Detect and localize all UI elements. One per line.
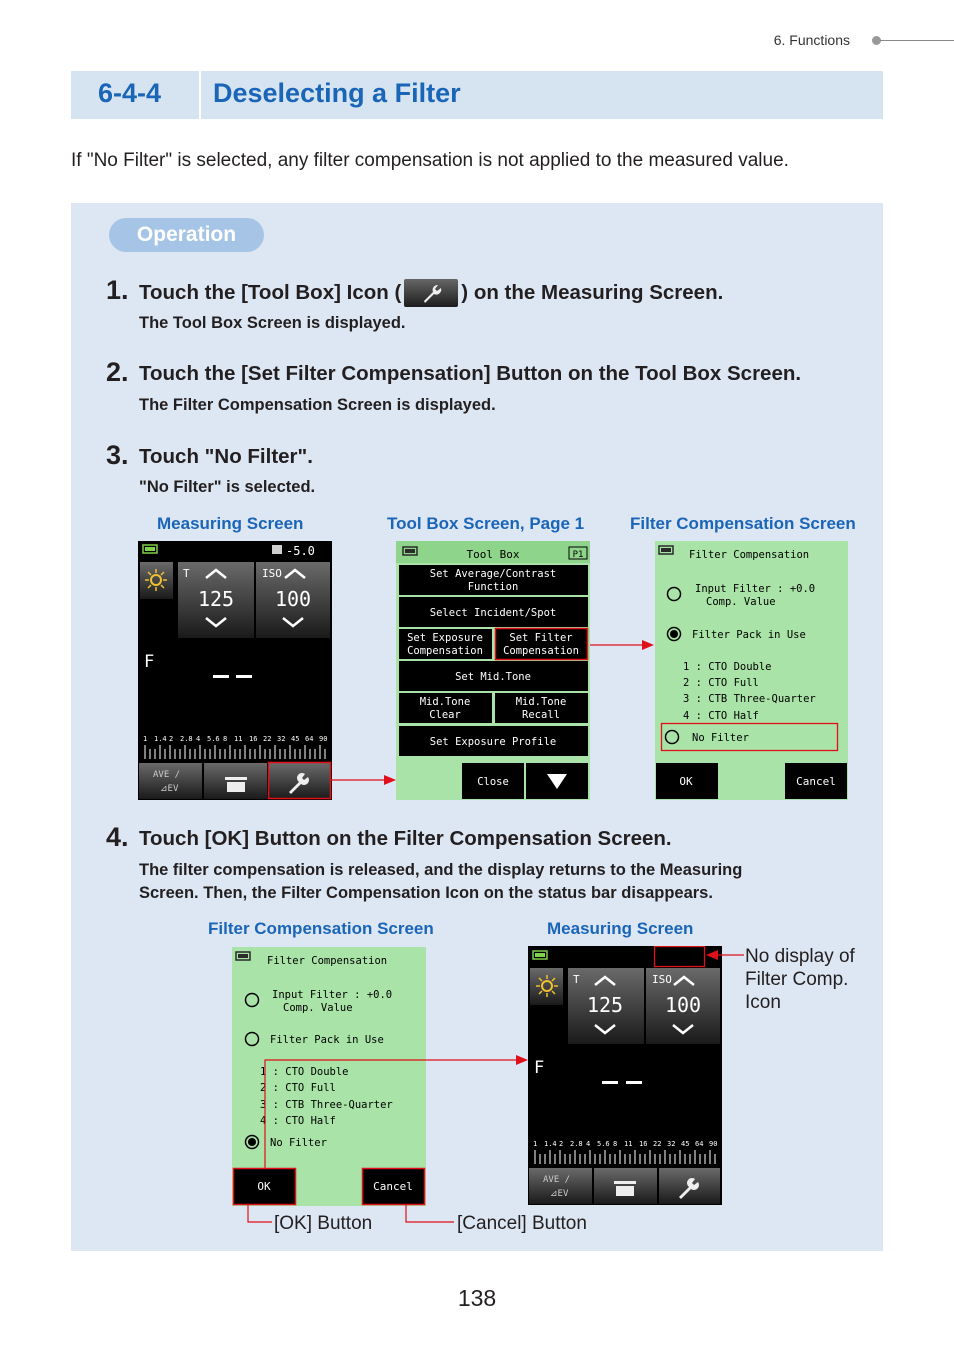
no-filter-label: No Filter: [270, 1137, 327, 1149]
filter-comp-icon: [272, 545, 282, 554]
filter-item: 2 : CTO Full: [683, 677, 759, 689]
section-title: Deselecting a Filter: [213, 78, 461, 108]
iso-value: 100: [664, 993, 702, 1017]
toolbox-page: P1: [572, 550, 584, 560]
intro-text: If "No Filter" is selected, any filter compensation is not applied to the measured value.: [71, 150, 789, 171]
header-rule: [880, 40, 954, 41]
svg-text:2: 2: [169, 735, 174, 743]
ev-label: ⊿EV: [550, 1189, 569, 1199]
ok-label: OK: [679, 775, 693, 788]
f-value-dash: [213, 675, 229, 678]
caption-filter-screen-2: Filter Compensation Screen: [208, 919, 434, 938]
filter-pack-label: Filter Pack in Use: [692, 629, 806, 641]
iso-label: ISO: [262, 567, 282, 580]
svg-text:64: 64: [695, 1140, 704, 1148]
input-filter-label-2: Comp. Value: [706, 596, 776, 608]
svg-text:45: 45: [291, 735, 300, 743]
iso-value: 100: [274, 587, 312, 611]
step-4-heading: Touch [OK] Button on the Filter Compensation Screen.: [139, 827, 672, 850]
f-label: F: [534, 1058, 545, 1078]
ev-label: ⊿EV: [160, 784, 179, 794]
iso-label: ISO: [652, 973, 672, 986]
filter-item: 3 : CTB Three-Quarter: [683, 693, 816, 705]
page-number: 138: [457, 1285, 497, 1311]
step-1-heading: [139, 279, 723, 307]
measuring-screen-2: [528, 946, 722, 1205]
ave-label: AVE /: [543, 1175, 571, 1185]
mid-tone-clear-label-1: Mid.Tone: [419, 696, 471, 708]
input-filter-label: Input Filter : +0.0: [272, 989, 393, 1001]
svg-text:22: 22: [263, 735, 272, 743]
step-1-sub: The Tool Box Screen is displayed.: [139, 314, 406, 332]
measuring-screen-1: [138, 541, 332, 800]
filter-item: 1 : CTO Double: [683, 661, 772, 673]
step-1-heading-post: ) on the Measuring Screen.: [461, 281, 724, 304]
set-mid-tone-label: Set Mid.Tone: [455, 671, 531, 683]
filter-title: Filter Compensation: [689, 549, 810, 561]
cancel-button-note: [Cancel] Button: [457, 1213, 587, 1234]
svg-text:2: 2: [559, 1140, 564, 1148]
svg-text:5.6: 5.6: [207, 735, 220, 743]
step-2-sub: The Filter Compensation Screen is displayed.: [139, 396, 496, 414]
svg-text:2.8: 2.8: [180, 735, 193, 743]
shutter-value: 125: [586, 993, 624, 1017]
set-average-label-2: Function: [467, 581, 519, 593]
set-exposure-profile-label: Set Exposure Profile: [429, 736, 557, 748]
mid-tone-recall-label-2: Recall: [522, 709, 560, 721]
no-display-note: [745, 945, 855, 1014]
no-filter-label: No Filter: [692, 732, 749, 744]
filter-item: 4 : CTO Half: [260, 1115, 336, 1127]
svg-text:5.6: 5.6: [597, 1140, 610, 1148]
step-3-heading: Touch "No Filter".: [139, 445, 313, 468]
svg-text:32: 32: [277, 735, 286, 743]
set-exposure-comp-label-1: Set Exposure: [407, 632, 483, 644]
mid-tone-clear-label-2: Clear: [429, 709, 461, 721]
caption-filter-screen: Filter Compensation Screen: [630, 514, 856, 533]
select-incident-spot-label: Select Incident/Spot: [429, 607, 557, 619]
caption-toolbox-screen: Tool Box Screen, Page 1: [387, 514, 585, 533]
step-4-sub-2: Screen. Then, the Filter Compensation Icon on the status bar disappears.: [139, 884, 713, 902]
no-display-line-3: Icon: [745, 992, 781, 1013]
input-filter-label-2: Comp. Value: [283, 1002, 353, 1014]
f-value-dash: [602, 1081, 618, 1084]
svg-text:2.8: 2.8: [570, 1140, 583, 1148]
toolbox-title: Tool Box: [466, 548, 520, 561]
filter-item: 2 : CTO Full: [260, 1082, 336, 1094]
step-4-sub-1: The filter compensation is released, and the display returns to the Measuring: [139, 861, 743, 879]
svg-text:11: 11: [234, 735, 243, 743]
filter-screen-1: [655, 541, 848, 800]
memory-icon: [614, 1181, 636, 1196]
title-bar: [71, 71, 883, 119]
step-4-number: 4.: [106, 822, 129, 852]
t-label: T: [573, 973, 580, 986]
no-display-line-1: No display of: [745, 946, 855, 967]
ave-label: AVE /: [153, 770, 181, 780]
shutter-value: 125: [197, 587, 235, 611]
step-1-heading-pre: Touch the [Tool Box] Icon (: [139, 281, 402, 304]
mid-tone-recall-label-1: Mid.Tone: [515, 696, 567, 708]
title-divider: [199, 71, 201, 119]
filter-pack-label: Filter Pack in Use: [270, 1034, 384, 1046]
sun-button[interactable]: [530, 968, 563, 1005]
set-filter-comp-label-2: Compensation: [503, 645, 579, 657]
filter-item: 3 : CTB Three-Quarter: [260, 1099, 393, 1111]
caption-measuring-screen: Measuring Screen: [157, 514, 304, 533]
input-filter-label: Input Filter : +0.0: [695, 583, 816, 595]
svg-text:1.4: 1.4: [544, 1140, 557, 1148]
filter-screen-2: [232, 947, 426, 1206]
f-label: F: [144, 652, 155, 672]
step-2-number: 2.: [106, 357, 129, 387]
svg-text:45: 45: [681, 1140, 690, 1148]
step-3-number: 3.: [106, 440, 129, 470]
svg-text:90: 90: [709, 1140, 718, 1148]
svg-text:16: 16: [639, 1140, 648, 1148]
svg-text:1: 1: [143, 735, 148, 743]
filter-item: 4 : CTO Half: [683, 710, 759, 722]
cancel-label: Cancel: [373, 1180, 413, 1193]
step-2-heading: Touch the [Set Filter Compensation] Button on the Tool Box Screen.: [139, 362, 802, 385]
svg-text:32: 32: [667, 1140, 676, 1148]
step-1-number: 1.: [106, 275, 129, 305]
operation-label: Operation: [109, 218, 264, 252]
svg-text:90: 90: [319, 735, 328, 743]
svg-text:8: 8: [613, 1140, 618, 1148]
status-filter-value: -5.0: [286, 544, 315, 558]
set-exposure-comp-label-2: Compensation: [407, 645, 483, 657]
svg-text:4: 4: [196, 735, 201, 743]
svg-text:1.4: 1.4: [154, 735, 167, 743]
ok-button-note: [OK] Button: [274, 1213, 373, 1234]
cancel-label: Cancel: [796, 775, 836, 788]
close-label: Close: [477, 776, 509, 788]
memory-icon: [225, 777, 247, 792]
wrench-icon: [404, 279, 458, 307]
t-label: T: [183, 567, 190, 580]
toolbox-screen: [396, 541, 590, 800]
step-3-sub: "No Filter" is selected.: [139, 478, 316, 496]
set-filter-comp-label-1: Set Filter: [509, 632, 573, 644]
filter-item: 1 : CTO Double: [260, 1066, 349, 1078]
filter-title: Filter Compensation: [267, 955, 388, 967]
svg-text:1: 1: [533, 1140, 538, 1148]
caption-measuring-screen-2: Measuring Screen: [547, 919, 694, 938]
memory-button[interactable]: [204, 763, 267, 799]
svg-text:16: 16: [249, 735, 258, 743]
svg-text:22: 22: [653, 1140, 662, 1148]
ok-label: OK: [257, 1180, 271, 1193]
no-display-line-2: Filter Comp.: [745, 969, 849, 990]
section-number: 6-4-4: [98, 78, 162, 108]
svg-text:11: 11: [624, 1140, 633, 1148]
sun-button[interactable]: [140, 562, 173, 599]
svg-text:64: 64: [305, 735, 314, 743]
svg-text:4: 4: [586, 1140, 591, 1148]
svg-text:8: 8: [223, 735, 228, 743]
section-header: 6. Functions: [773, 32, 850, 48]
set-average-label-1: Set Average/Contrast: [429, 568, 557, 580]
